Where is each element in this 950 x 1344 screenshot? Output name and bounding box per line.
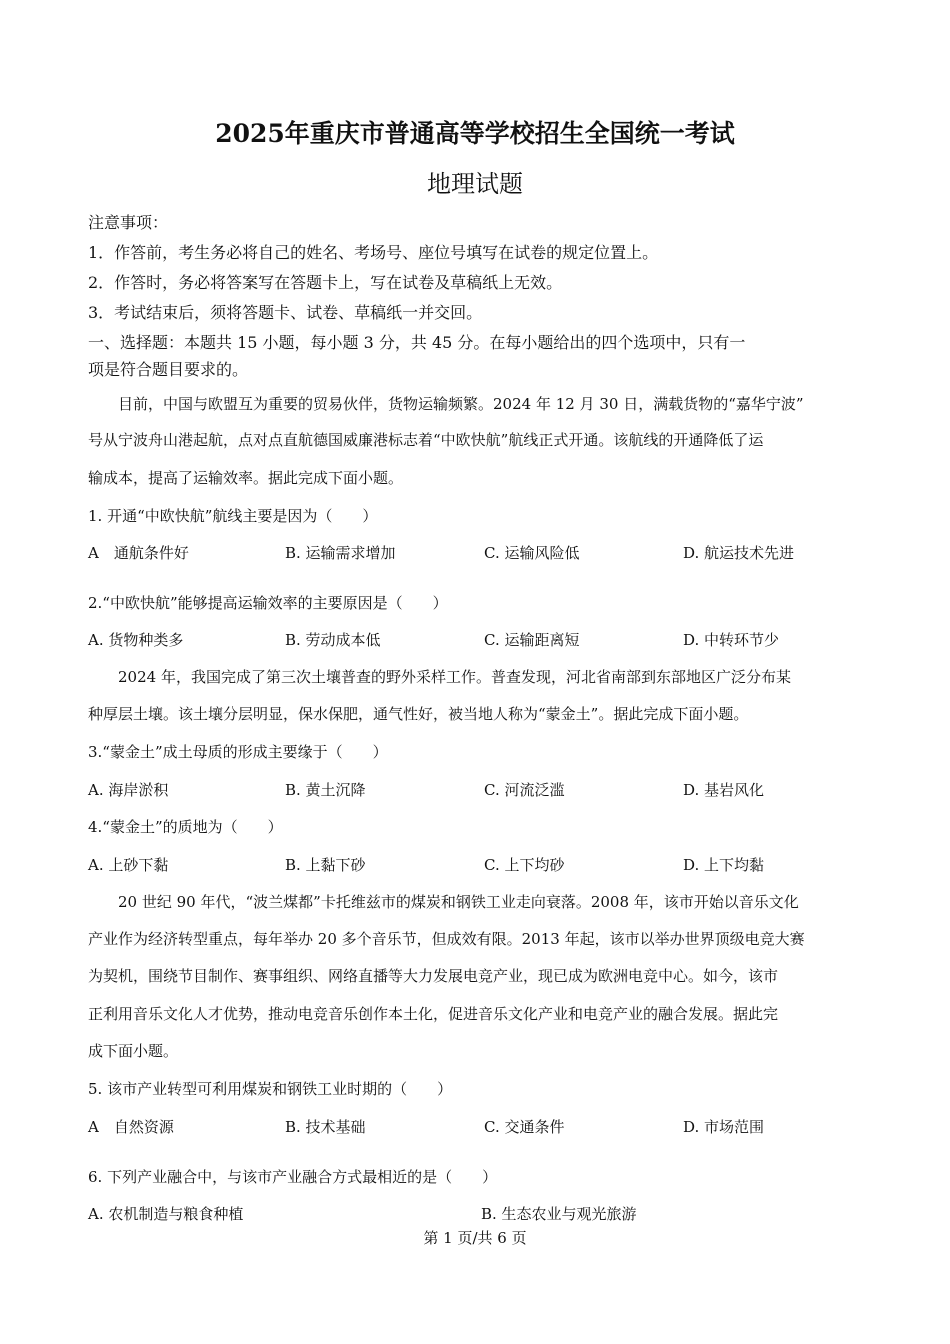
question-stem: 6. 下列产业融合中，与该市产业融合方式最相近的是（ ） bbox=[88, 1168, 498, 1186]
option: D. 基岩风化 bbox=[683, 781, 765, 799]
option: D. 市场范围 bbox=[683, 1118, 765, 1136]
question-stem: 3.“蒙金土”成土母质的形成主要缘于（ ） bbox=[88, 743, 388, 761]
notice-heading: 注意事项： bbox=[88, 213, 169, 232]
question-stem: 4.“蒙金土”的质地为（ ） bbox=[88, 818, 283, 836]
passage-line: 号从宁波舟山港起航，点对点直航德国威廉港标志着“中欧快航”航线正式开通。该航线的开通降低了运 bbox=[88, 431, 764, 449]
option: C. 上下均砂 bbox=[484, 856, 565, 874]
notice-item: 3．考试结束后，须将答题卡、试卷、草稿纸一并交回。 bbox=[88, 303, 483, 322]
passage-line: 20 世纪 90 年代，“波兰煤都”卡托维兹市的煤炭和钢铁工业走向衰落。2008 年，该市开始以音乐文化 bbox=[118, 893, 799, 911]
question-stem: 5. 该市产业转型可利用煤炭和钢铁工业时期的（ ） bbox=[88, 1080, 453, 1098]
option: C. 运输距离短 bbox=[484, 631, 580, 649]
passage-line: 目前，中国与欧盟互为重要的贸易伙伴，货物运输频繁。2024 年 12 月 30 日，满载货物的“嘉华宁波” bbox=[118, 395, 804, 413]
section-heading-cont: 项是符合题目要求的。 bbox=[88, 360, 249, 379]
option: B. 黄土沉降 bbox=[285, 781, 366, 799]
passage-line: 产业作为经济转型重点，每年举办 20 多个音乐节，但成效有限。2013 年起，该市以举办世界顶级电竞大赛 bbox=[88, 930, 805, 948]
passage-line: 输成本，提高了运输效率。据此完成下面小题。 bbox=[88, 469, 404, 487]
option: C. 运输风险低 bbox=[484, 544, 580, 562]
option: B. 上黏下砂 bbox=[285, 856, 366, 874]
option: D. 航运技术先进 bbox=[683, 544, 795, 562]
notice-item: 2．作答时，务必将答案写在答题卡上，写在试卷及草稿纸上无效。 bbox=[88, 273, 563, 292]
option: A. 上砂下黏 bbox=[88, 856, 169, 874]
option: A 通航条件好 bbox=[88, 544, 189, 562]
option: B. 运输需求增加 bbox=[285, 544, 396, 562]
exam-title: 2025年重庆市普通高等学校招生全国统一考试 bbox=[215, 119, 735, 148]
question-stem: 1. 开通“中欧快航”航线主要是因为（ ） bbox=[88, 507, 378, 525]
passage-line: 为契机，围绕节目制作、赛事组织、网络直播等大力发展电竞产业，现已成为欧洲电竞中心。如今，该市 bbox=[88, 967, 779, 985]
passage-line: 2024 年，我国完成了第三次土壤普查的野外采样工作。普查发现，河北省南部到东部地区广泛分布某 bbox=[118, 668, 791, 686]
page-footer: 第 1 页/共 6 页 bbox=[423, 1229, 527, 1247]
passage-line: 成下面小题。 bbox=[88, 1042, 179, 1060]
option: A. 货物种类多 bbox=[88, 631, 184, 649]
subject-title: 地理试题 bbox=[427, 170, 523, 198]
option: C. 河流泛滥 bbox=[484, 781, 565, 799]
section-heading: 一、选择题：本题共 15 小题，每小题 3 分，共 45 分。在每小题给出的四个选项中，只有一 bbox=[88, 333, 746, 352]
option: D. 上下均黏 bbox=[683, 856, 765, 874]
option: B. 生态农业与观光旅游 bbox=[481, 1205, 637, 1223]
option: A. 海岸淤积 bbox=[88, 781, 169, 799]
option: A. 农机制造与粮食种植 bbox=[88, 1205, 244, 1223]
option: C. 交通条件 bbox=[484, 1118, 565, 1136]
passage-line: 正利用音乐文化人才优势，推动电竞音乐创作本土化，促进音乐文化产业和电竞产业的融合发展。据此完 bbox=[88, 1005, 779, 1023]
option: D. 中转环节少 bbox=[683, 631, 780, 649]
question-stem: 2.“中欧快航”能够提高运输效率的主要原因是（ ） bbox=[88, 594, 448, 612]
option: B. 技术基础 bbox=[285, 1118, 366, 1136]
notice-item: 1．作答前，考生务必将自己的姓名、考场号、座位号填写在试卷的规定位置上。 bbox=[88, 243, 659, 262]
option: B. 劳动成本低 bbox=[285, 631, 381, 649]
option: A 自然资源 bbox=[88, 1118, 174, 1136]
passage-line: 种厚层土壤。该土壤分层明显，保水保肥，通气性好，被当地人称为“蒙金土”。据此完成下面小题。 bbox=[88, 705, 749, 723]
